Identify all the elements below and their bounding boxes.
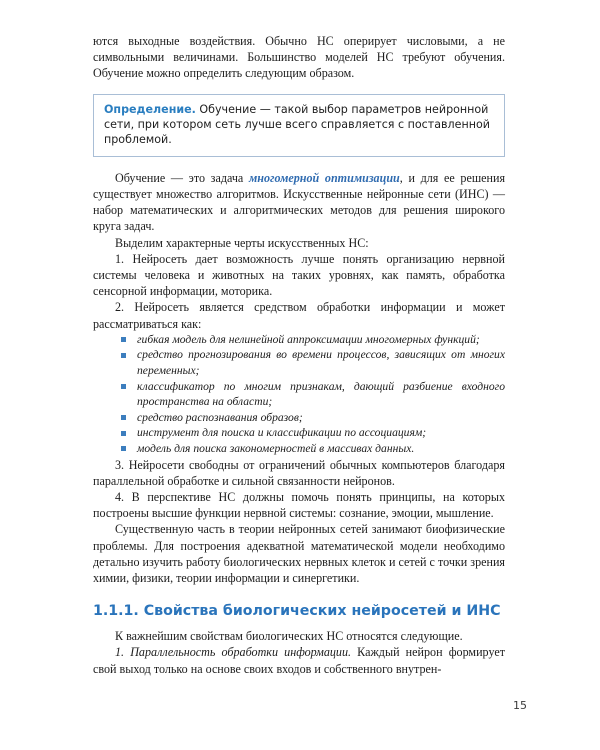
paragraph-continuation: ются выходные воздействия. Обычно НС оперирует числовыми, а не символьными величинами. Большинство моделей НС требуют обучения. Обучение можно определить следующим образом.: [93, 34, 505, 81]
accent-term-multidimensional-optimization: многомерной оптимизации: [248, 170, 400, 185]
training-pre-text: Обучение — это задача: [115, 170, 249, 185]
definition-text: [104, 102, 494, 148]
square-bullet-icon: [121, 353, 126, 358]
definition-callout: [93, 94, 505, 157]
list-item: [121, 379, 505, 410]
bullet-text: модель для поиска закономерностей в массивах данных.: [137, 442, 415, 456]
square-bullet-icon: [121, 337, 126, 342]
training-post-text: , и для ее решения существует множество алгоритмов. Искусственные нейронные сети (ИНС) — набор математических и алгоритмических методов для решения широкого круга задач.: [93, 170, 506, 234]
section-heading: 1.1.1. Свойства биологических нейросетей и ИНС: [93, 603, 501, 620]
paragraph-section-intro: К важнейшим свойствам биологических НС относятся следующие.: [115, 629, 463, 644]
page-number: 15: [513, 699, 527, 712]
list-item: [121, 425, 505, 441]
blue-bullet-list: [93, 332, 505, 457]
property-title: 1. Параллельность обработки информации.: [115, 645, 352, 660]
square-bullet-icon: [121, 446, 126, 451]
paragraph-features-intro: Выделим характерные черты искусственных НС:: [115, 235, 369, 250]
list-item: [121, 410, 505, 426]
definition-label: Определение.: [104, 102, 196, 116]
bullet-text: классификатор по многим признакам, дающий разбиение входного пространства на области;: [137, 379, 505, 409]
bullet-text: инструмент для поиска и классификации по ассоциациям;: [137, 426, 427, 440]
bullet-text: гибкая модель для нелинейной аппроксимации многомерных функций;: [137, 332, 480, 346]
paragraph-training: [93, 170, 505, 235]
square-bullet-icon: [121, 431, 126, 436]
paragraph-biophysics: Существенную часть в теории нейронных сетей занимают биофизические проблемы. Для построения адекватной математической модели необходимо детально изучить работу биологических нервных клеток и сетей с точки зрения химии, физики, теории информации и синергетики.: [93, 522, 505, 586]
list-item-2: 2. Нейросеть является средством обработки информации и может рассматриваться как:: [93, 300, 505, 331]
bullet-text: средство распознавания образов;: [137, 410, 303, 424]
page-content: [93, 33, 505, 677]
list-item-1: 1. Нейросеть дает возможность лучше понять организацию нервной системы человека и животных на таких уровнях, как память, обработка сенсорной информации, моторика.: [93, 251, 505, 299]
definition-body: Обучение — такой выбор параметров нейронной сети, при котором сеть лучше всего справляется с поставленной проблемой.: [104, 102, 490, 147]
square-bullet-icon: [121, 415, 126, 420]
bullet-text: средство прогнозирования во времени процессов, зависящих от многих переменных;: [137, 348, 505, 378]
list-item-3: 3. Нейросети свободны от ограничений обычных компьютеров благодаря параллельной обработке и сильной связанности нейронов.: [93, 457, 505, 488]
property-text: Каждый нейрон формирует свой выход только на основе своих входов и собственного внутрен-: [93, 645, 505, 676]
list-item-4: 4. В перспективе НС должны помочь понять принципы, на которых построены высшие функции нервной системы: сознание, эмоции, мышление.: [93, 490, 505, 521]
property-item-1: [93, 644, 505, 676]
list-item: [121, 347, 505, 378]
list-item: [121, 332, 505, 348]
list-item: [121, 441, 505, 457]
square-bullet-icon: [121, 384, 126, 389]
